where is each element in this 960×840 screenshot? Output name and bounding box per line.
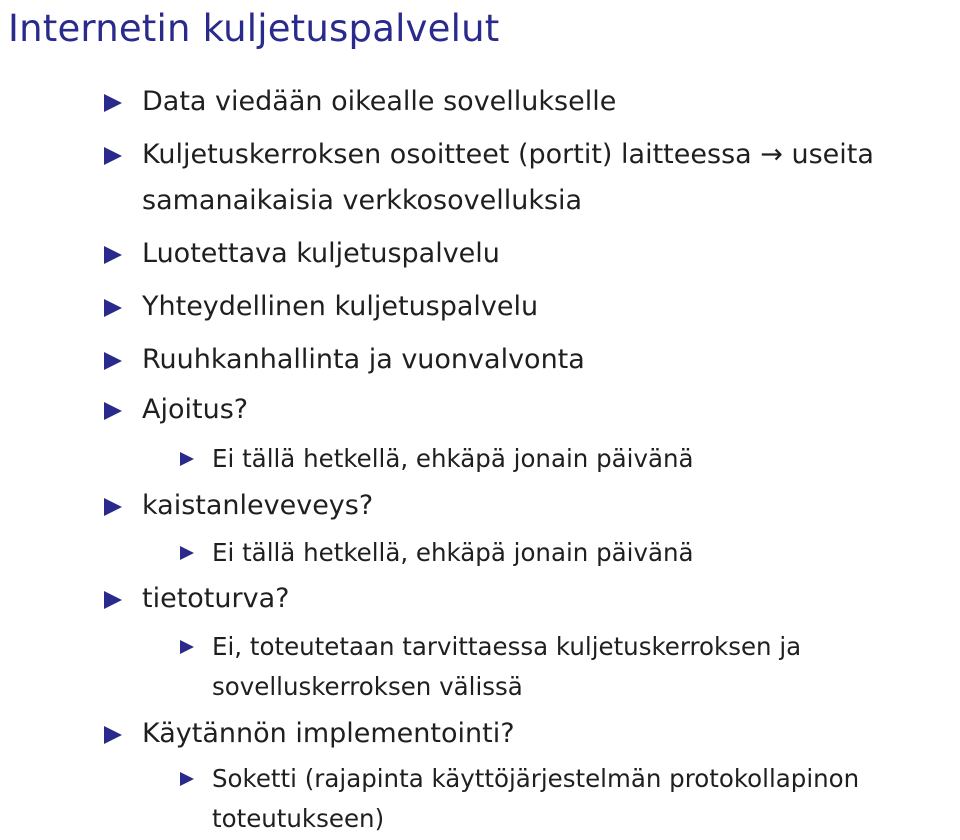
bullet-text: Data viedään oikealle sovellukselle — [142, 86, 617, 117]
sub-bullet-text: Soketti (rajapinta käyttöjärjestelmän protokollapinon — [212, 764, 860, 793]
bullet-text: Luotettava kuljetuspalvelu — [142, 238, 500, 269]
triangle-bullet-icon — [180, 772, 194, 786]
sub-bullet-text: Ei tällä hetkellä, ehkäpä jonain päivänä — [212, 444, 694, 473]
triangle-bullet-icon — [104, 299, 122, 317]
triangle-bullet-icon — [104, 498, 122, 516]
triangle-bullet-icon — [104, 94, 122, 112]
triangle-bullet-icon — [104, 726, 122, 744]
triangle-bullet-icon — [180, 452, 194, 466]
bullet-text: Ruuhkanhallinta ja vuonvalvonta — [142, 344, 585, 375]
sub-bullet-text: Ei, toteutetaan tarvittaessa kuljetuskerroksen ja — [212, 632, 802, 661]
triangle-bullet-icon — [180, 640, 194, 654]
triangle-bullet-icon — [104, 402, 122, 420]
bullet-text: Yhteydellinen kuljetuspalvelu — [142, 291, 539, 322]
sub-bullet-text-continuation: sovelluskerroksen välissä — [212, 672, 523, 701]
bullet-text: Kuljetuskerroksen osoitteet (portit) laitteessa → useita — [142, 139, 874, 170]
triangle-bullet-icon — [104, 147, 122, 165]
triangle-bullet-icon — [104, 246, 122, 264]
bullet-text: kaistanleveveys? — [142, 490, 374, 521]
sub-bullet-text: Ei tällä hetkellä, ehkäpä jonain päivänä — [212, 538, 694, 567]
bullet-text: tietoturva? — [142, 583, 290, 614]
triangle-bullet-icon — [104, 591, 122, 609]
triangle-bullet-icon — [180, 546, 194, 560]
triangle-bullet-icon — [104, 352, 122, 370]
bullet-text-continuation: samanaikaisia verkkosovelluksia — [142, 185, 583, 216]
slide-title: Internetin kuljetuspalvelut — [8, 7, 500, 50]
sub-bullet-text-continuation: toteutukseen) — [212, 804, 385, 833]
bullet-text: Käytännön implementointi? — [142, 718, 515, 749]
bullet-text: Ajoitus? — [142, 394, 249, 425]
